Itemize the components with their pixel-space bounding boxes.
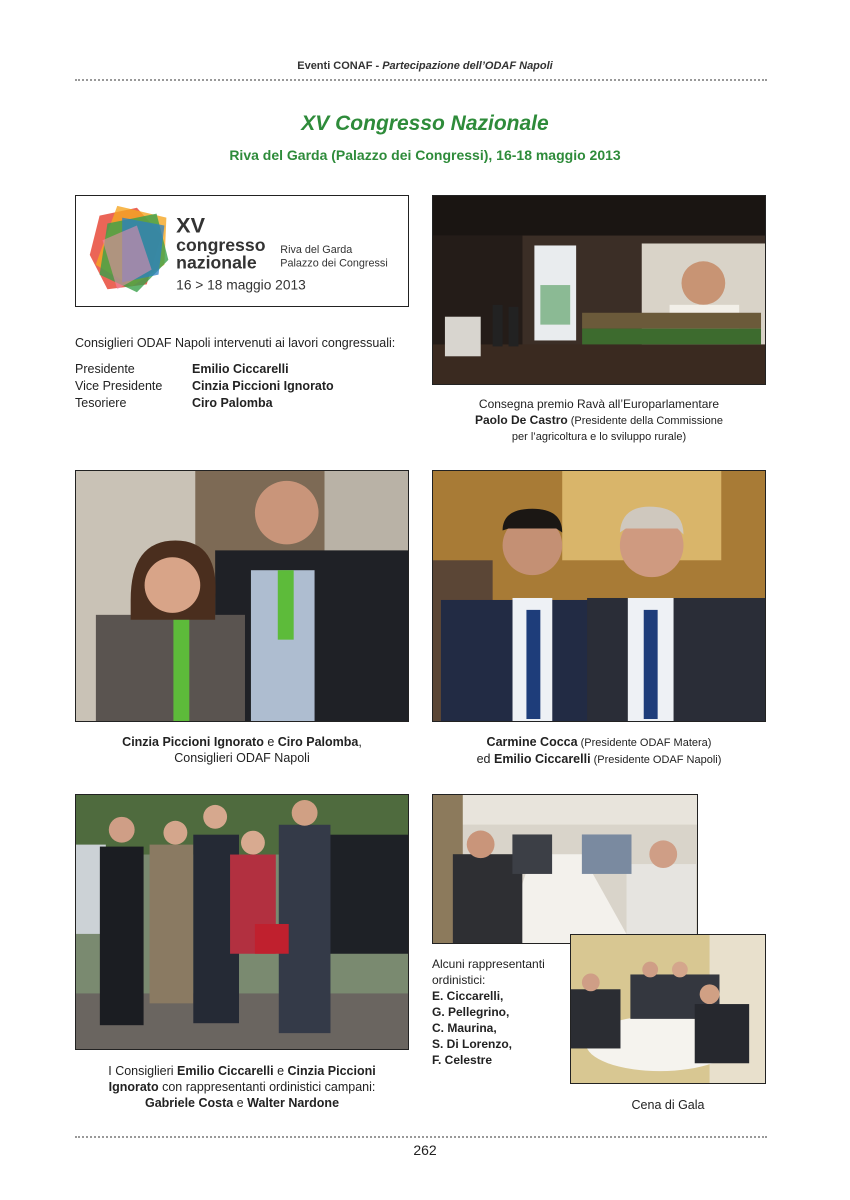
councillor-row — [75, 361, 334, 378]
photo-pair-presidents — [432, 470, 766, 722]
councillor-role: Presidente — [75, 362, 135, 376]
page-title: XV Congresso Nazionale — [301, 112, 549, 135]
caption-group-and1: e — [273, 1064, 288, 1078]
caption-stage-paren: (Presidente della Commissione — [567, 415, 723, 427]
councillor-name: Ciro Palomba — [192, 396, 273, 410]
photo-group-street — [75, 794, 409, 1050]
representative-name: F. Celestre — [432, 1053, 493, 1067]
caption-pair1-line2: Consiglieri ODAF Napoli — [174, 751, 310, 765]
caption-stage — [432, 396, 766, 445]
councillor-name: Cinzia Piccioni Ignorato — [192, 379, 334, 393]
page-number: 262 — [413, 1142, 437, 1158]
caption-pair1-name2: Ciro Palomba — [277, 735, 359, 749]
logo-dates: 16 > 18 maggio 2013 — [176, 277, 306, 293]
caption-pair2-paren2: (Presidente ODAF Napoli) — [590, 754, 722, 766]
caption-group-and2: e — [233, 1096, 248, 1110]
representative-name: S. Di Lorenzo, — [432, 1037, 513, 1051]
councillor-role: Tesoriere — [75, 396, 127, 410]
header-divider — [75, 79, 767, 81]
photo-stage-award — [432, 195, 766, 385]
congress-logo — [75, 195, 409, 307]
logo-place1: Riva del Garda — [280, 243, 353, 256]
caption-group-mid: con rappresentanti ordinistici campani: — [158, 1080, 376, 1094]
caption-pair2-name2: Emilio Ciccarelli — [493, 752, 591, 766]
caption-stage-name: Paolo De Castro — [475, 413, 568, 427]
caption-group — [75, 1063, 409, 1111]
representative-name: G. Pellegrino, — [432, 1005, 510, 1019]
logo-line3: nazionale — [176, 252, 257, 273]
representative-name: C. Maurina, — [432, 1021, 497, 1035]
caption-pair2-ed: ed — [476, 752, 494, 766]
caption-group-name4: Walter Nardone — [247, 1096, 340, 1110]
header-subsection: Partecipazione dell’ODAF Napoli — [382, 60, 553, 72]
councillor-role: Vice Presidente — [75, 379, 163, 393]
councillor-name: Emilio Ciccarelli — [192, 362, 289, 376]
caption-pair2-name1: Carmine Cocca — [486, 735, 578, 749]
caption-representatives-intro2: ordinistici: — [432, 973, 486, 987]
caption-stage-line3: per l’agricoltura e lo sviluppo rurale) — [511, 431, 687, 443]
caption-group-name1: Emilio Ciccarelli — [177, 1064, 274, 1078]
caption-representatives-intro1: Alcuni rappresentanti — [432, 957, 545, 971]
caption-group-name3: Gabriele Costa — [144, 1096, 234, 1110]
caption-pair-councillors — [75, 734, 409, 766]
caption-pair1-and: e — [263, 735, 278, 749]
footer-divider — [75, 1136, 767, 1138]
caption-representatives — [432, 956, 545, 1068]
header-section: Eventi CONAF - — [297, 60, 380, 72]
caption-gala: Cena di Gala — [631, 1098, 705, 1112]
photo-gala-dinner — [570, 934, 766, 1084]
caption-group-pre: I Consiglieri — [108, 1064, 178, 1078]
logo-place2: Palazzo dei Congressi — [280, 257, 388, 270]
councillor-row — [75, 378, 334, 395]
councillors-list — [75, 361, 334, 412]
caption-group-name2a: Cinzia Piccioni — [287, 1064, 376, 1078]
councillors-intro: Consiglieri ODAF Napoli intervenuti ai lavori congressuali: — [75, 336, 396, 350]
page-subtitle: Riva del Garda (Palazzo dei Congressi), 16-18 maggio 2013 — [229, 147, 621, 163]
photo-pair-councillors — [75, 470, 409, 722]
caption-pair1-comma: , — [358, 735, 362, 749]
representative-name: E. Ciccarelli, — [432, 989, 504, 1003]
caption-group-name2b: Ignorato — [108, 1080, 159, 1094]
caption-pair-presidents — [432, 734, 766, 768]
logo-line1: XV — [176, 212, 206, 238]
councillor-row — [75, 395, 334, 412]
photo-meeting-table — [432, 794, 698, 944]
congress-logo-graphic — [76, 196, 408, 306]
running-header — [0, 60, 850, 72]
logo-line2: congresso — [176, 235, 266, 255]
caption-pair1-name1: Cinzia Piccioni Ignorato — [122, 735, 264, 749]
caption-pair2-paren1: (Presidente ODAF Matera) — [577, 737, 712, 749]
caption-stage-line1: Consegna premio Ravà all’Europarlamentare — [478, 397, 720, 411]
